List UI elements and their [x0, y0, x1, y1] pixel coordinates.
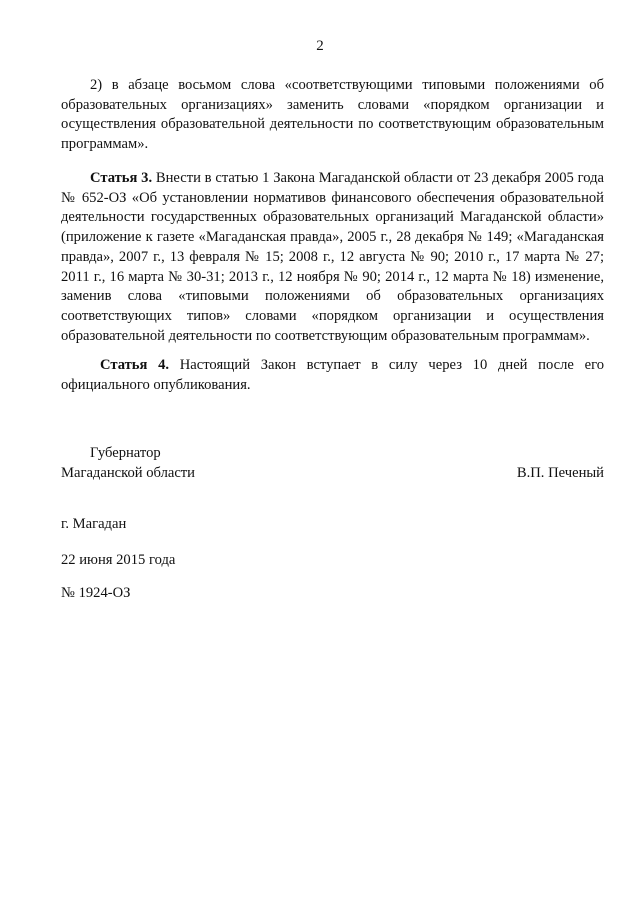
signature-row [61, 464, 604, 484]
article-4-text: Настоящий Закон вступает в силу через 10 дней после его официального опубликования. [61, 357, 604, 393]
date-of-signing: 22 июня 2015 года [61, 552, 176, 568]
signatory-name: В.П. Печеный [516, 464, 604, 481]
amendment-paragraph [61, 76, 604, 155]
law-number: № 1924-ОЗ [61, 585, 131, 601]
article-4-paragraph [61, 356, 604, 395]
signatory-title-line1: Губернатор [90, 445, 161, 461]
article-3-paragraph [61, 169, 604, 346]
article-3-text: Внести в статью 1 Закона Магаданской области от 23 декабря 2005 года № 652-ОЗ «Об установлении нормативов финансового обеспечения образовательной деятельности государственных образовательных организаций Магаданской области» (приложение к газете «Магаданская правда», 2005 г., 28 декабря № 149; «Магаданская правда», 2007 г., 13 февраля № 15; 2008 г., 12 августа № 90; 2010 г., 17 марта № 27; 2011 г., 16 марта № 30-31; 2013 г., 12 ноября № 90; 2014 г., 12 марта № 18) изменение, заменив слова «типовыми положениями об образовательных организациях соответствующих типов» словами «порядком организации и осуществления образовательной деятельности по соответствующим образовательным программам». [61, 170, 604, 344]
place-of-signing: г. Магадан [61, 516, 127, 532]
paragraph-text: 2) в абзаце восьмом слова «соответствующими типовыми положениями об образовательных организациях» заменить словами «порядком организации и осуществления образовательной деятельности по соответствующим образовательным программам». [61, 77, 604, 153]
page-number: 2 [316, 38, 324, 54]
article-4-heading: Статья 4. [100, 357, 170, 373]
signature-block [61, 444, 604, 483]
signatory-title-line2: Магаданской области [61, 464, 195, 481]
article-3-heading: Статья 3. [90, 170, 153, 186]
